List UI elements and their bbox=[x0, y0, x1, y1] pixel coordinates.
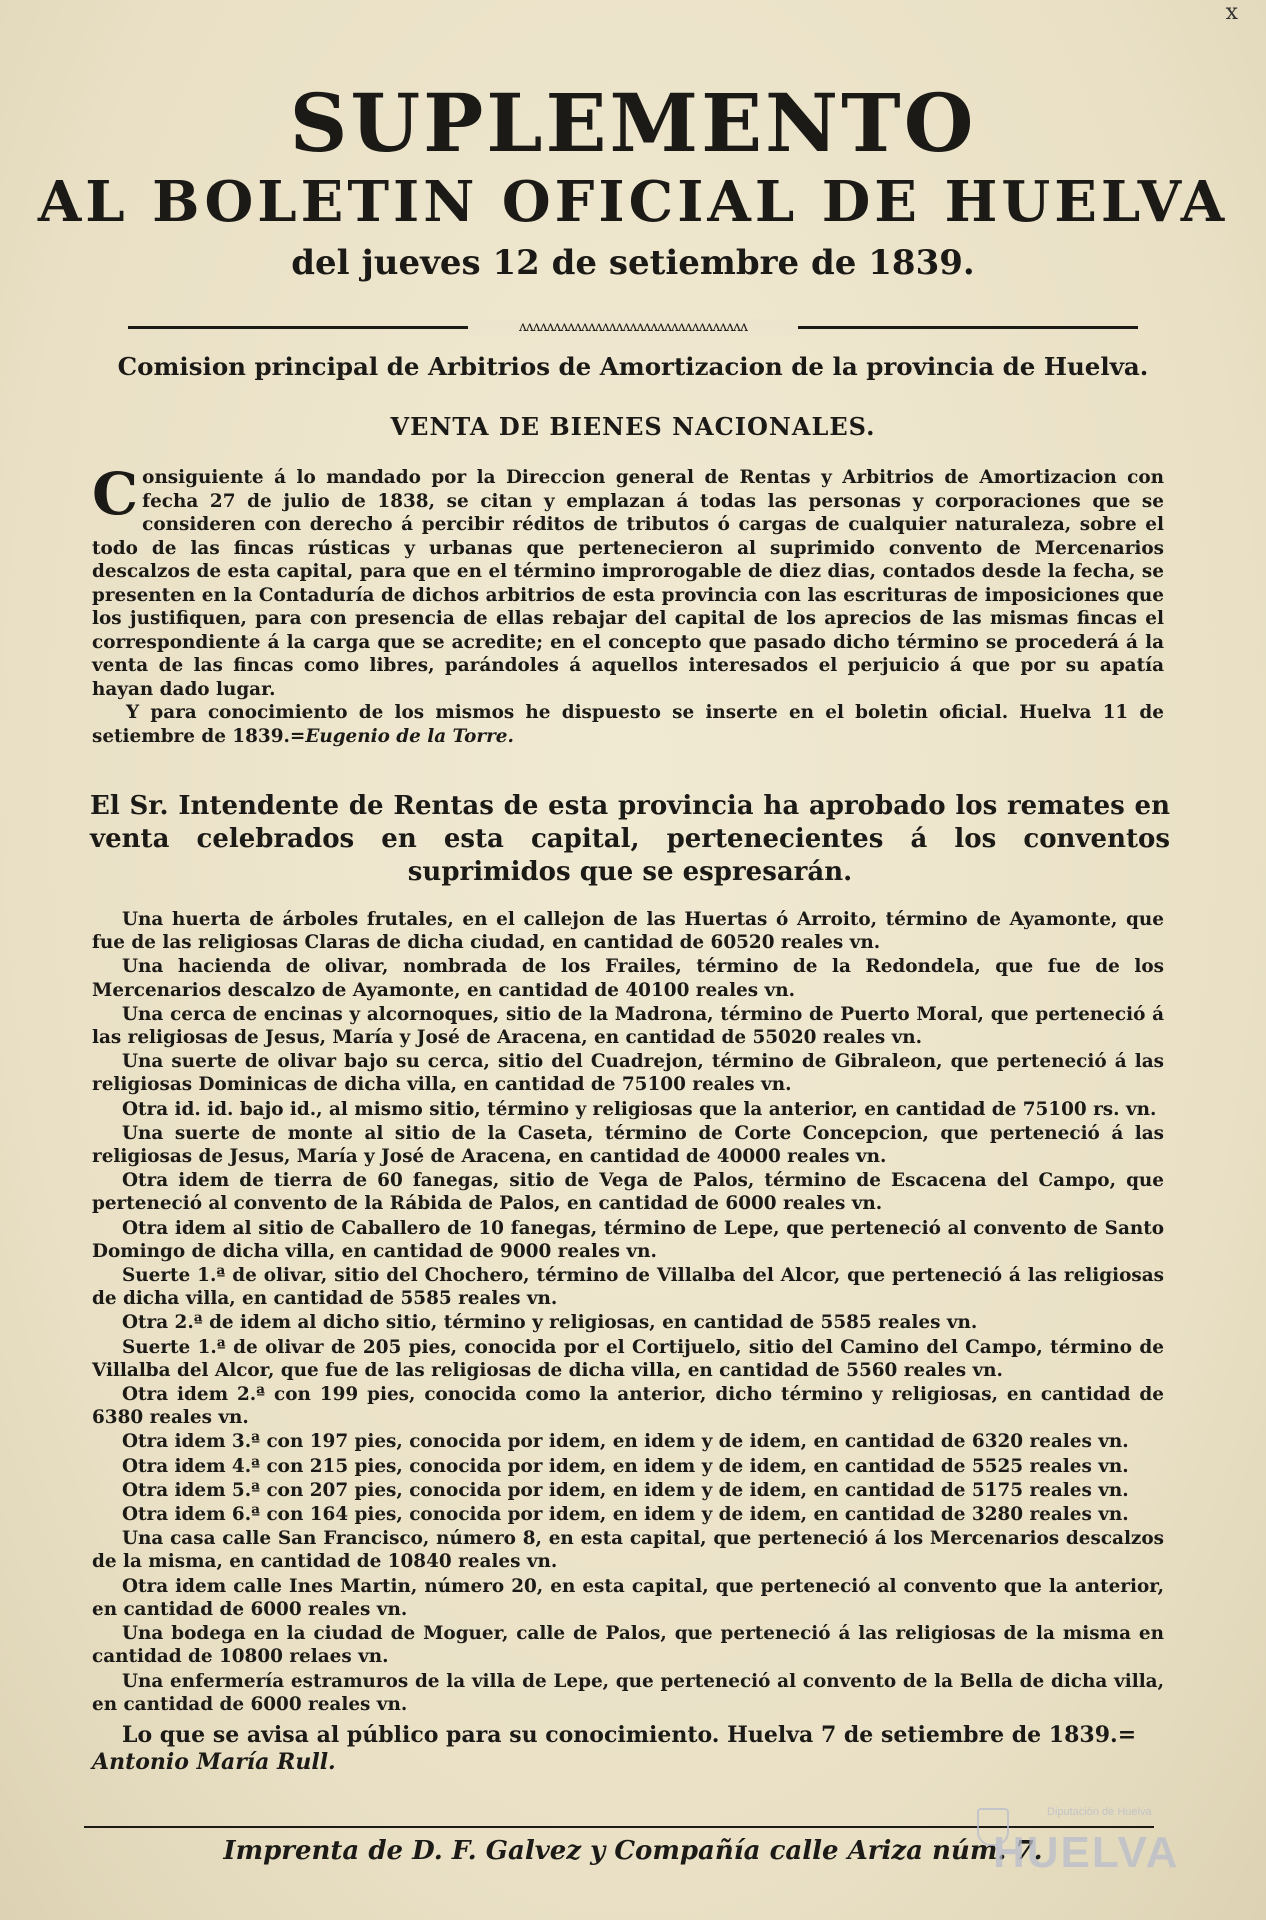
document-title: SUPLEMENTO bbox=[289, 76, 977, 170]
watermark-text: HUELVA bbox=[993, 1828, 1180, 1877]
masthead bbox=[0, 76, 1266, 286]
list-item: Una cerca de encinas y alcornoques, sitio de la Madrona, término de Puerto Moral, que perteneció á las religiosas de Jesus, María y José de Aracena, en cantidad de 55020 reales vn. bbox=[92, 1003, 1164, 1049]
list-item: Otra idem al sitio de Caballero de 10 fanegas, término de Lepe, que perteneció al convento de Santo Domingo de dicha villa, en cantidad de 9000 reales vn. bbox=[92, 1217, 1164, 1262]
section1-paragraph2-text: Y para conocimiento de los mismos he dispuesto se inserte en el boletin oficial. Huelva 11 de setiembre de 1839.= bbox=[92, 702, 1164, 747]
list-item: Una enfermería estramuros de la villa de Lepe, que perteneció al convento de la Bella de dicha villa, en cantidad de 6000 reales vn. bbox=[92, 1670, 1164, 1715]
sale-list bbox=[92, 908, 1164, 1776]
section1-paragraph-text: onsiguiente á lo mandado por la Direccion general de Rentas y Arbitrios de Amortizacion con fecha 27 de julio de 1838, se citan y emplazan á todas las personas y corporaciones que se consideren con derecho á percibir réditos de tributos ó cargas de cualquier naturaleza, sobre el todo de las fincas rústicas y urbanas que pertenecieron al suprimido convento de Mercenarios descalzos de esta capital, para que en el término improrogable de diez dias, contados desde la fecha, se presenten en la Contaduría de dichos arbitrios de esta provincia con las escrituras de imposiciones que los justifiquen, para con presencia de ellas rebajar del capital de los aprecios de las mismas fincas el correspondiente á la carga que se acredite; en el concepto que pasado dicho término se procederá á la venta de las fincas como libres, parándoles á aquellos interesados el perjuicio á que por su apatía hayan dado lugar. bbox=[92, 467, 1164, 700]
closing-statement bbox=[92, 1722, 1164, 1776]
list-item: Una casa calle San Francisco, número 8, en esta capital, que perteneció á los Mercenarios descalzos de la misma, en cantidad de 10840 reales vn. bbox=[92, 1528, 1164, 1573]
list-item: Otra idem 5.ª con 207 pies, conocida por idem, en idem y de idem, en cantidad de 5175 reales vn. bbox=[122, 1479, 1129, 1501]
list-item: Una suerte de monte al sitio de la Caseta, término de Corte Concepcion, que perteneció á las religiosas de Jesus, María y José de Aracena, en cantidad de 40000 reales vn. bbox=[92, 1122, 1164, 1168]
document-subtitle: AL BOLETIN OFICIAL DE HUELVA bbox=[37, 169, 1229, 235]
list-item: Otra idem 6.ª con 164 pies, conocida por idem, en idem y de idem, en cantidad de 3280 reales vn. bbox=[122, 1504, 1129, 1526]
list-item: Suerte 1.ª de olivar de 205 pies, conocida por el Cortijuelo, sitio del Camino del Campo, término de Villalba del Alcor, que fue de las religiosas de dicha villa, en cantidad de 5560 reales vn. bbox=[92, 1336, 1164, 1381]
archive-watermark bbox=[965, 1800, 1205, 1888]
section1-body bbox=[92, 460, 1164, 748]
list-item: Otra idem calle Ines Martin, número 20, en esta capital, que perteneció al convento que la anterior, en cantidad de 6000 reales vn. bbox=[92, 1575, 1164, 1620]
list-item: Una bodega en la ciudad de Moguer, calle de Palos, que perteneció á las religiosas de la misma en cantidad de 10800 relaes vn. bbox=[92, 1623, 1164, 1668]
list-item: Otra idem 4.ª con 215 pies, conocida por idem, en idem y de idem, en cantidad de 5525 reales vn. bbox=[122, 1455, 1129, 1477]
corner-mark: x bbox=[1225, 0, 1238, 25]
watermark-caption: Diputación de Huelva bbox=[1047, 1806, 1152, 1818]
list-item: Otra id. id. bajo id., al mismo sitio, término y religiosas que la anterior, en cantidad de 75100 rs. vn. bbox=[122, 1098, 1157, 1120]
list-item: Suerte 1.ª de olivar, sitio del Chochero, término de Villalba del Alcor, que perteneció á las religiosas de dicha villa, en cantidad de 5585 reales vn. bbox=[92, 1265, 1164, 1310]
section1-subheading: VENTA DE BIENES NACIONALES. bbox=[390, 412, 876, 441]
list-item: Una hacienda de olivar, nombrada de los Frailes, término de la Redondela, que fue de los Mercenarios descalzo de Ayamonte, en cantidad de 40100 reales vn. bbox=[92, 956, 1164, 1001]
list-item: Otra idem 2.ª con 199 pies, conocida como la anterior, dicho término y religiosas, en cantidad de 6380 reales vn. bbox=[92, 1384, 1164, 1429]
section1-paragraph2 bbox=[92, 701, 1164, 748]
list-item: Una suerte de olivar bajo su cerca, sitio del Cuadrejon, término de Gibraleon, que perteneció á las religiosas Dominicas de dicha villa, en cantidad de 75100 reales vn. bbox=[92, 1051, 1164, 1096]
section2-signature: Antonio María Rull. bbox=[92, 1748, 336, 1775]
closing-text: Lo que se avisa al público para su conocimiento. Huelva 7 de setiembre de 1839.= bbox=[122, 1721, 1137, 1748]
list-item: Otra idem 3.ª con 197 pies, conocida por idem, en idem y de idem, en cantidad de 6320 reales vn. bbox=[122, 1431, 1129, 1453]
printer-imprint: Imprenta de D. F. Galvez y Compañía calle Ariza núm. 7. bbox=[223, 1836, 1043, 1866]
list-item: Otra idem de tierra de 60 fanegas, sitio de Vega de Palos, término de Escacena del Campo, que perteneció al convento de la Rábida de Palos, en cantidad de 6000 reales vn. bbox=[92, 1170, 1164, 1215]
section1-signature: Eugenio de la Torre. bbox=[305, 725, 514, 747]
section2-heading: El Sr. Intendente de Rentas de esta provincia ha aprobado los remates en venta celebrados en esta capital, pertenecientes á los conventos suprimidos que se espresarán. bbox=[90, 791, 1170, 887]
rule-ornament: ᴧᴧᴧᴧᴧᴧᴧᴧᴧᴧᴧᴧᴧᴧᴧᴧᴧᴧᴧᴧᴧᴧᴧᴧᴧᴧᴧᴧᴧᴧᴧᴧᴧ bbox=[468, 319, 798, 335]
section1-heading: Comision principal de Arbitrios de Amortizacion de la provincia de Huelva. bbox=[117, 352, 1149, 381]
list-item: Una huerta de árboles frutales, en el callejon de las Huertas ó Arroito, término de Ayamonte, que fue de las religiosas Claras de dicha ciudad, en cantidad de 60520 reales vn. bbox=[92, 909, 1164, 954]
list-item: Otra 2.ª de idem al dicho sitio, término y religiosas, en cantidad de 5585 reales vn. bbox=[122, 1312, 978, 1334]
section1-paragraph bbox=[92, 460, 1164, 701]
document-date: del jueves 12 de setiembre de 1839. bbox=[291, 243, 975, 283]
ornamental-rule bbox=[128, 319, 1138, 335]
drop-cap: C bbox=[92, 460, 139, 528]
